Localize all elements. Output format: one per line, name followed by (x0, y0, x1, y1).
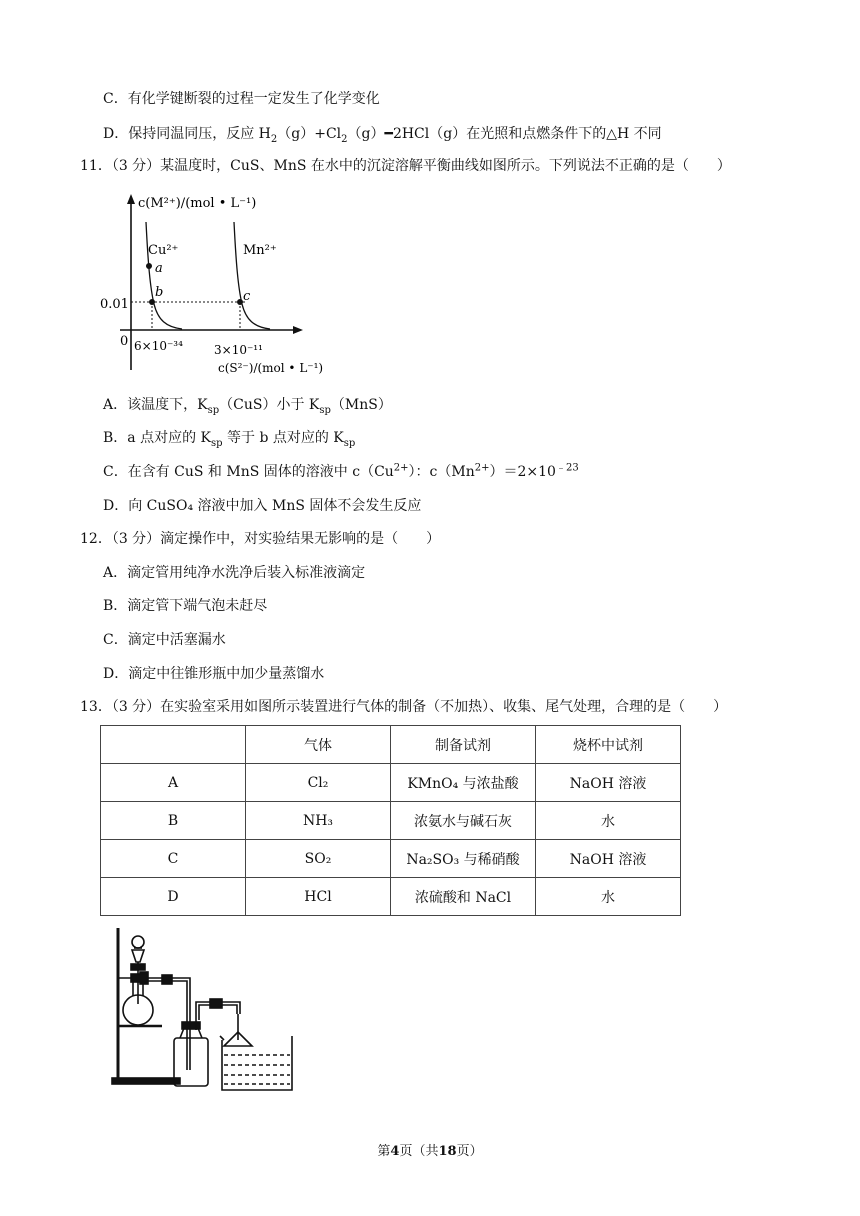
q11-option-b (103, 428, 355, 448)
table-cell: Na₂SO₃ 与稀硝酸 (391, 840, 536, 878)
q11-option-b-part1: B．a 点对应的 K (103, 430, 211, 446)
table-cell: NH₃ (246, 802, 391, 840)
y-tick-label: 0.01 (100, 297, 129, 312)
q12-option-a: A．滴定管用纯净水洗净后装入标准液滴定 (103, 565, 366, 581)
page-number: 4 (390, 1144, 400, 1159)
table-row (101, 878, 681, 916)
q11-option-b-part2: 等于 b 点对应的 K (222, 430, 344, 446)
table-row (101, 802, 681, 840)
q11-option-c-part3: ）＝2×10 (489, 464, 556, 480)
point-a-label: a (155, 261, 163, 276)
gas-apparatus-diagram (100, 920, 310, 1095)
table-cell: 水 (536, 878, 681, 916)
table-cell: A (101, 764, 246, 802)
total-pages: 18 (438, 1144, 457, 1159)
q11-option-a-part1: A．该温度下，K (103, 397, 208, 413)
footer-prefix: 第 (377, 1144, 391, 1159)
q10-option-d-prefix: D．保持同温同压，反应 H (103, 126, 271, 142)
table-row (101, 764, 681, 802)
q12-stem: 12．（3 分）滴定操作中，对实验结果无影响的是（ ） (80, 531, 441, 547)
table-cell: SO₂ (246, 840, 391, 878)
reagent-table (100, 725, 681, 916)
ksp-sub: sp (207, 404, 220, 416)
table-header-cell: 烧杯中试剂 (536, 726, 681, 764)
table-cell: 浓硫酸和 NaCl (391, 878, 536, 916)
cu-curve-label: Cu²⁺ (148, 243, 179, 258)
table-cell: D (101, 878, 246, 916)
solubility-graph (100, 192, 340, 382)
ksp-sub: sp (319, 404, 331, 416)
table-cell: KMnO₄ 与浓盐酸 (391, 764, 536, 802)
q10-option-d: D．保持同温同压，反应 $H_2(g)+Cl_2(g)━2HCl(g)$在光照和点燃条件下的△H 不同 (103, 126, 662, 145)
footer-suffix: 页） (456, 1144, 483, 1159)
q11-option-a-part2: （CuS）小于 K (219, 397, 320, 413)
q11-option-c-part1: C．在含有 CuS 和 MnS 固体的溶液中 c（Cu (103, 464, 394, 480)
table-header-cell: 制备试剂 (391, 726, 536, 764)
table-cell: Cl₂ (246, 764, 391, 802)
q11-stem: 11．（3 分）某温度时，CuS、MnS 在水中的沉淀溶解平衡曲线如图所示。下列说法不正确的是（ ） (80, 158, 731, 174)
q11-option-a (103, 395, 392, 415)
page-footer (0, 1140, 860, 1159)
mn-curve-label: Mn²⁺ (243, 243, 277, 258)
x-tick-label-2: 3×10⁻¹¹ (214, 343, 263, 357)
q11-option-c-part2: ）：c（Mn (408, 464, 475, 480)
q10-option-d-suffix: 2HCl（g）在光照和点燃条件下的△H 不同 (392, 126, 662, 142)
point-a (146, 263, 152, 269)
table-cell: 水 (536, 802, 681, 840)
table-header-row (101, 726, 681, 764)
point-b-label: b (155, 285, 164, 300)
q11-option-d: D．向 CuSO₄ 溶液中加入 MnS 固体不会发生反应 (103, 498, 422, 514)
table-cell: 浓氨水与碱石灰 (391, 802, 536, 840)
table-cell: B (101, 802, 246, 840)
q11-option-c: C．在含有 CuS 和 MnS 固体的溶液中 $c(Cu^{2+})$：$c(Mn^{2+})=2\times 10^{﹣23}$ (103, 462, 579, 480)
q11-option-a-part3: （MnS） (330, 397, 392, 413)
x-tick-label-1: 6×10⁻³⁴ (134, 339, 183, 353)
q10-option-d-mid1: （g）+Cl (277, 126, 342, 142)
q12-option-b: B．滴定管下端气泡未赶尽 (103, 598, 268, 614)
q12-option-d: D．滴定中往锥形瓶中加少量蒸馏水 (103, 666, 325, 682)
q10-option-c: C．有化学键断裂的过程一定发生了化学变化 (103, 91, 380, 107)
table-cell: NaOH 溶液 (536, 764, 681, 802)
table-cell: HCl (246, 878, 391, 916)
ksp-sub: sp (211, 437, 223, 449)
point-c-label: c (243, 289, 251, 304)
table-header-cell (101, 726, 246, 764)
footer-middle: 页（共 (399, 1144, 439, 1159)
table-header-cell: 气体 (246, 726, 391, 764)
q12-option-c: C．滴定中活塞漏水 (103, 632, 226, 648)
table-cell: C (101, 840, 246, 878)
q13-stem: 13．（3 分）在实验室采用如图所示装置进行气体的制备（不加热）、收集、尾气处理，合理的是（ ） (80, 699, 728, 715)
mn-curve (234, 222, 270, 329)
table-row (101, 840, 681, 878)
cu-curve (146, 222, 182, 329)
origin-label: 0 (120, 334, 129, 349)
ksp-sub: sp (343, 437, 356, 449)
q10-option-d-mid2: （g） (347, 126, 385, 142)
table-cell: NaOH 溶液 (536, 840, 681, 878)
q10-option-d-arrow: ━ (384, 126, 393, 142)
y-axis-label: c(M²⁺)/(mol • L⁻¹) (138, 196, 257, 211)
x-axis-label: c(S²⁻)/(mol • L⁻¹) (218, 361, 324, 375)
